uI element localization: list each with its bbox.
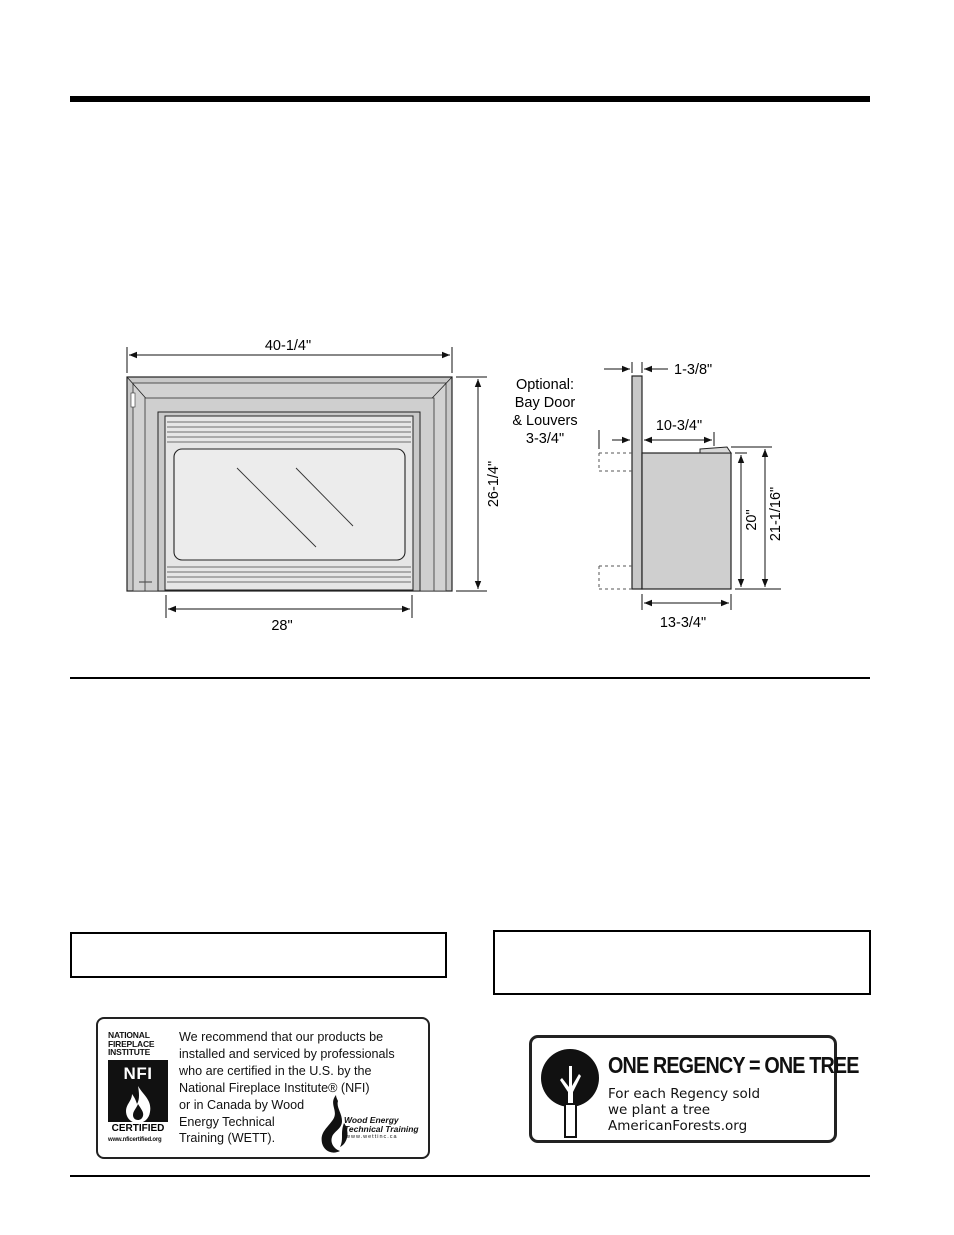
tree-line-2: we plant a tree <box>608 1102 711 1118</box>
nfi-certified: CERTIFIED <box>108 1122 168 1136</box>
nfi-text-line: National Fireplace Institute® (NFI) <box>179 1080 370 1095</box>
dim-top-depth: 10-3/4" <box>655 418 703 434</box>
nfi-url: www.nficertified.org <box>108 1136 162 1143</box>
front-view <box>127 377 452 591</box>
dim-optional: 3-3/4" <box>525 431 565 447</box>
nfi-certification-logo <box>96 1017 430 1159</box>
wett-url: www.wettinc.ca <box>346 1134 398 1140</box>
nfi-badge <box>108 1031 176 1143</box>
optional-label-3: & Louvers <box>512 413 578 429</box>
nfi-text-line: We recommend that our products be <box>179 1030 384 1044</box>
one-tree-logo <box>529 1035 859 1143</box>
side-view <box>599 376 731 589</box>
tree-line-1: For each Regency sold <box>608 1086 761 1102</box>
dim-face-thickness: 1-3/8" <box>674 362 713 378</box>
nfi-org-line1: NATIONAL <box>108 1030 150 1040</box>
dim-total-height: 21-1/16" <box>768 486 784 542</box>
dim-overall-height: 26-1/4" <box>486 460 502 508</box>
dim-overall-width: 40-1/4" <box>264 338 312 354</box>
nfi-text-line: or in Canada by Wood <box>179 1097 305 1112</box>
nfi-org-line3: INSTITUTE <box>108 1047 151 1057</box>
wett-logo <box>316 1093 421 1155</box>
nfi-org-line2: FIREPLACE <box>108 1038 155 1049</box>
nfi-text-line: Energy Technical <box>179 1114 275 1129</box>
optional-label-2: Bay Door <box>514 395 576 411</box>
nfi-block <box>108 1060 168 1136</box>
left-heading-box <box>70 932 447 978</box>
dim-opening-width: 28" <box>271 618 293 634</box>
wett-line1: Wood Energy <box>344 1115 399 1125</box>
tree-icon <box>538 1040 604 1140</box>
tree-title: ONE REGENCY = ONE TREE <box>608 1052 859 1078</box>
tree-line-3: AmericanForests.org <box>608 1118 748 1134</box>
bottom-rule <box>70 1175 870 1177</box>
nfi-text-line: Training (WETT). <box>179 1131 276 1146</box>
nfi-text-line: installed and serviced by professionals <box>179 1046 395 1061</box>
right-heading-box <box>493 930 871 995</box>
dim-bottom-depth: 13-3/4" <box>659 615 707 631</box>
nfi-text-line: who are certified in the U.S. by the <box>179 1063 372 1078</box>
optional-label-1: Optional: <box>515 377 575 393</box>
section-rule <box>70 677 870 679</box>
wett-line2: Technical Training <box>344 1124 419 1134</box>
nfi-badge-text: NFI <box>123 1063 153 1083</box>
dim-body-height: 20" <box>744 509 760 531</box>
